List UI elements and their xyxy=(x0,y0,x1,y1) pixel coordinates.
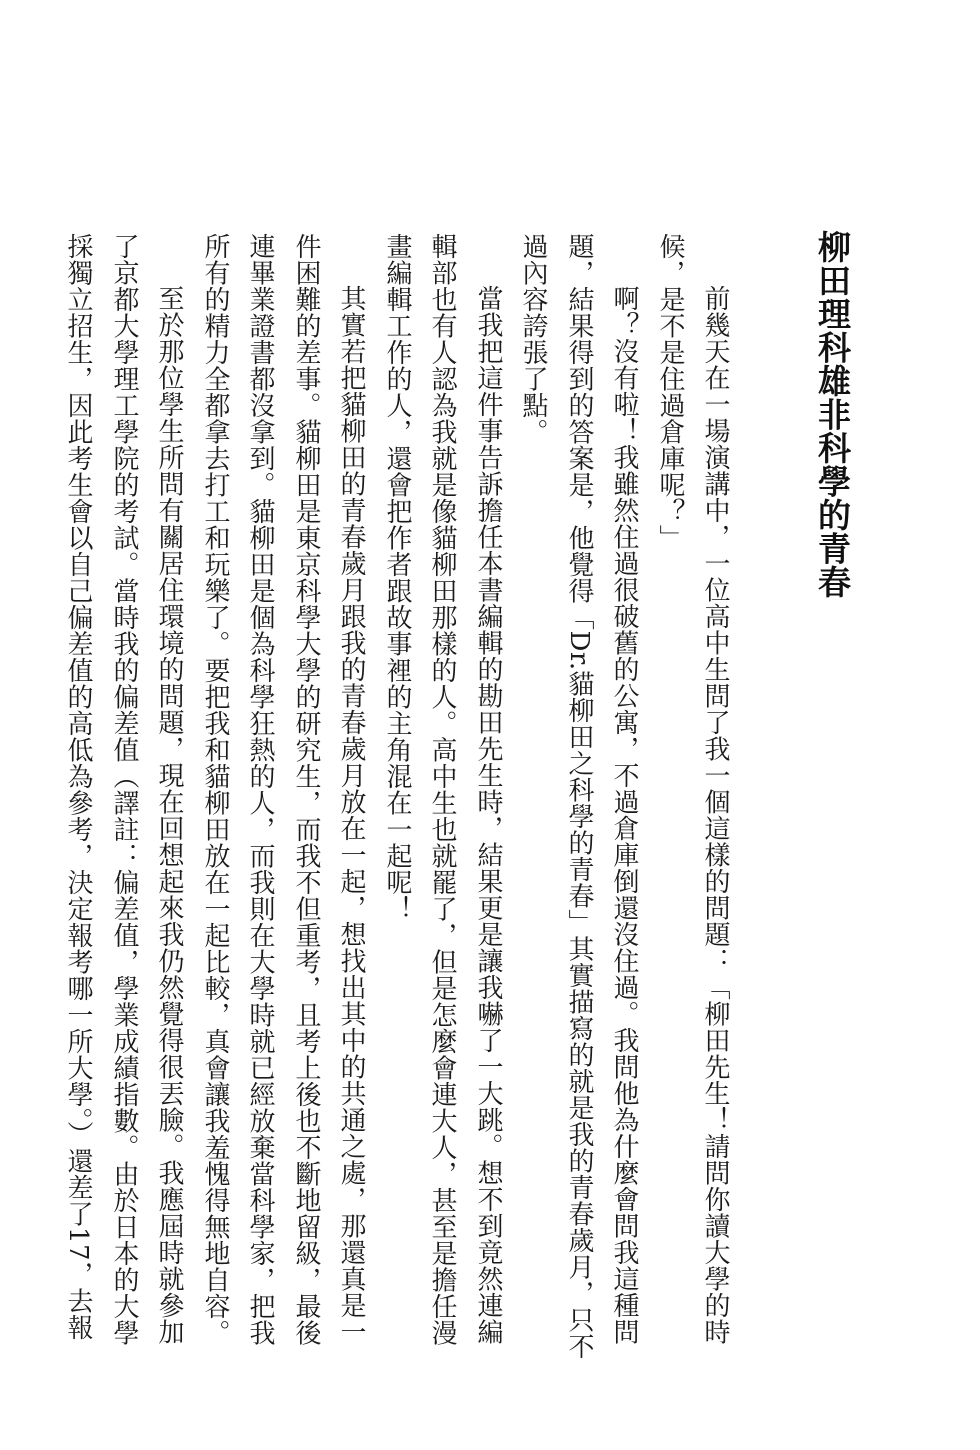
text-line: 至於那位學生所問有關居住環境的問題，現在回想起來我仍然覺得很丟臉。我應屆時就參加 xyxy=(154,285,184,1345)
text-line: 候，是不是住過倉庫呢？」 xyxy=(655,233,685,551)
text-line: 啊？沒有啦！我雖然住過很破舊的公寓，不過倉庫倒還沒住過。我問他為什麼會問我這種問 xyxy=(609,285,639,1345)
text-line: 連畢業證書都沒拿到。貓柳田是個為科學狂熱的人，而我則在大學時就已經放棄當科學家，把我 xyxy=(245,233,275,1346)
text-line: 其實若把貓柳田的青春歲月跟我的青春歲月放在一起，想找出其中的共通之處，那還真是一 xyxy=(336,285,366,1345)
text-line: 所有的精力全都拿去打工和玩樂了。要把我和貓柳田放在一起比較，真會讓我羞愧得無地自容。 xyxy=(200,233,230,1346)
text-line: 前幾天在一場演講中，一位高中生問了我一個這樣的問題：「柳田先生！請問你讀大學的時 xyxy=(700,285,730,1345)
text-line: 採獨立招生，因此考生會以自己偏差值的高低為參考，決定報考哪一所大學。）還差了17，去報 xyxy=(63,233,93,1341)
text-line: 過內容誇張了點。 xyxy=(518,233,548,445)
text-line: 了京都大學理工學院的考試。當時我的偏差值（譯註：偏差值，學業成績指數。由於日本的大學 xyxy=(109,233,139,1346)
text-line: 當我把這件事告訴擔任本書編輯的勘田先生時，結果更是讓我嚇了一大跳。想不到竟然連編 xyxy=(473,285,503,1345)
text-line: 畫編輯工作的人，還會把作者跟故事裡的主角混在一起呢！ xyxy=(382,233,412,922)
text-line: 題，結果得到的答案是，他覺得「Dr.貓柳田之科學的青春」其實描寫的就是我的青春歲月，只不 xyxy=(564,233,594,1360)
chapter-title: 柳田理科雄非科學的青春 xyxy=(813,230,852,599)
text-line: 件困難的差事。貓柳田是東京科學大學的研究生，而我不但重考，且考上後也不斷地留級，最後 xyxy=(291,233,321,1346)
text-line: 輯部也有人認為我就是像貓柳田那樣的人。高中生也就罷了，但是怎麼會連大人，甚至是擔任漫 xyxy=(427,233,457,1346)
